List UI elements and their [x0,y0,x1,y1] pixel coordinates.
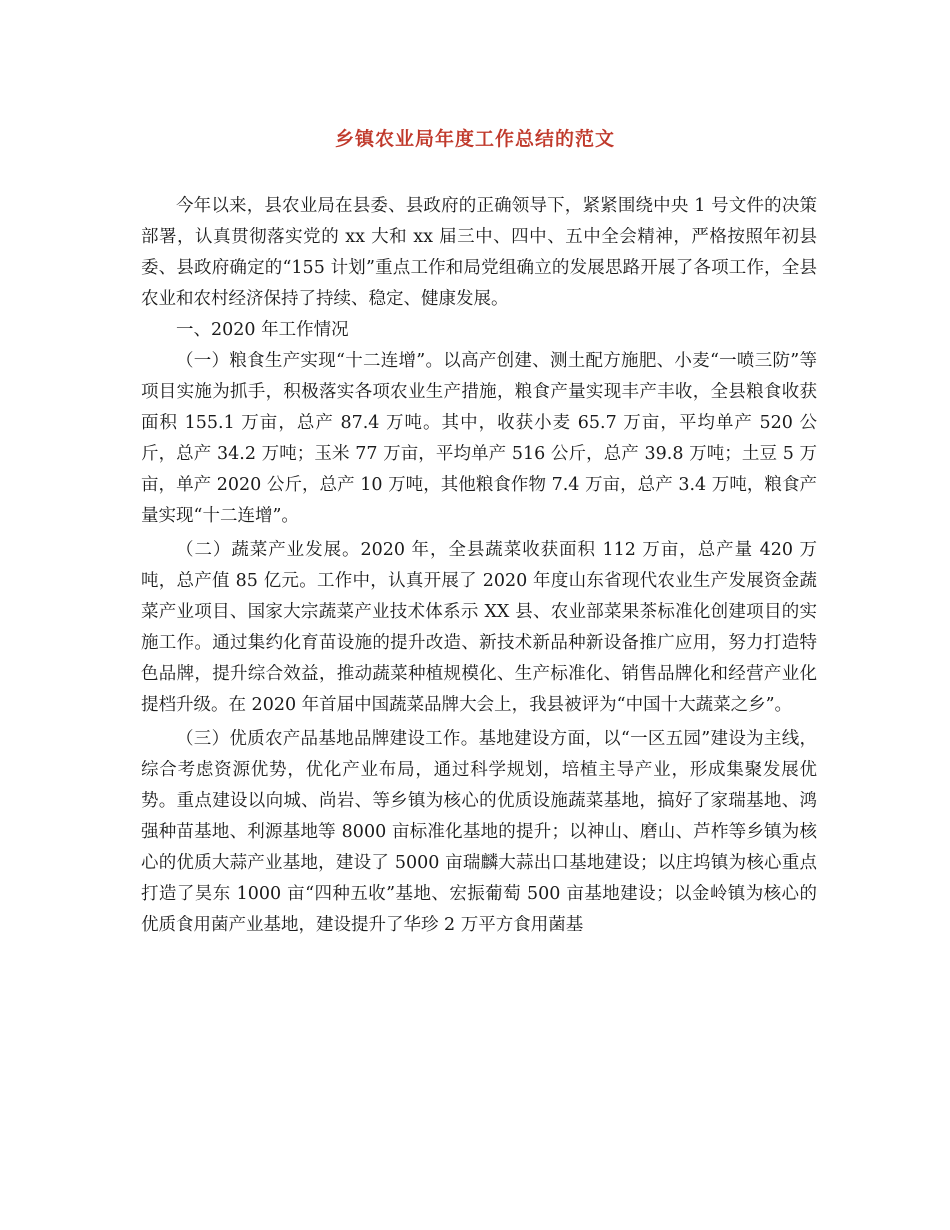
document-body [141,191,817,941]
paragraph-intro: 今年以来，县农业局在县委、县政府的正确领导下，紧紧围绕中央 1 号文件的决策部署，认真贯彻落实党的 xx 大和 xx 届三中、四中、五中全会精神，严格按照年初县委、县政府确定的“155 计划”重点工作和局党组确立的发展思路开展了各项工作，全县农业和农村经济保持了持续、稳定、健康发展。 [141,196,817,309]
paragraph-vegetable-industry: （二）蔬菜产业发展。2020 年，全县蔬菜收获面积 112 万亩，总产量 420 万吨，总产值 85 亿元。工作中，认真开展了 2020 年度山东省现代农业生产发展资金蔬菜产业项目、国家大宗蔬菜产业技术体系示 XX 县、农业部菜果茶标准化创建项目的实施工作。通过集约化育苗设施的提升改造、新技术新品种新设备推广应用，努力打造特色品牌，提升综合效益，推动蔬菜种植规模化、生产标准化、销售品牌化和经营产业化提档升级。在 2020 年首届中国蔬菜品牌大会上，我县被评为“中国十大蔬菜之乡”。 [141,540,817,715]
section-heading-2020-work: 一、2020 年工作情况 [176,320,349,340]
paragraph-quality-base-brand: （三）优质农产品基地品牌建设工作。基地建设方面，以“一区五园”建设为主线，综合考虑资源优势，优化产业布局，通过科学规划，培植主导产业，形成集聚发展优势。重点建设以向城、尚岩、等乡镇为核心的优质设施蔬菜基地，搞好了家瑞基地、鸿强种苗基地、利源基地等 8000 亩标准化基地的提升；以神山、磨山、芦柞等乡镇为核心的优质大蒜产业基地，建设了 5000 亩瑞麟大蒜出口基地建设；以庄坞镇为核心重点打造了昊东 1000 亩“四种五收”基地、宏振葡萄 500 亩基地建设；以金岭镇为核心的优质食用菌产业基地，建设提升了华珍 2 万平方食用菌基 [141,729,817,935]
paragraph-grain-production: （一）粮食生产实现“十二连增”。以高产创建、测土配方施肥、小麦“一喷三防”等项目实施为抓手，积极落实各项农业生产措施，粮食产量实现丰产丰收，全县粮食收获面积 155.1 万亩，总产 87.4 万吨。其中，收获小麦 65.7 万亩，平均单产 520 公斤，总产 34.2 万吨；玉米 77 万亩，平均单产 516 公斤，总产 39.8 万吨；土豆 5 万亩，单产 2020 公斤，总产 10 万吨，其他粮食作物 7.4 万亩，总产 3.4 万吨，粮食产量实现“十二连增”。 [141,351,817,526]
document-title: 乡镇农业局年度工作总结的范文 [334,128,615,150]
